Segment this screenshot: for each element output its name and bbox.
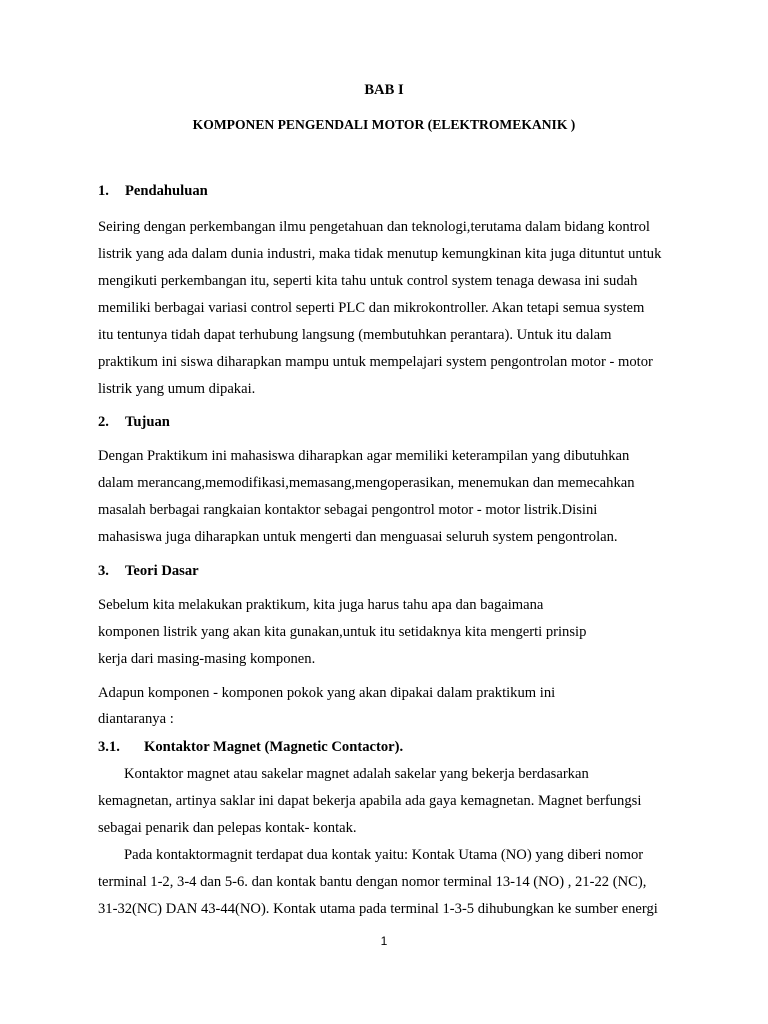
text-line: terminal 1-2, 3-4 dan 5-6. dan kontak bantu dengan nomor terminal 13-14 (NO) , 21-22 (NC),	[98, 874, 647, 890]
text-line: kemagnetan, artinya saklar ini dapat bekerja apabila ada gaya kemagnetan. Magnet berfungsi	[98, 793, 642, 809]
section-heading-tujuan	[98, 414, 170, 431]
paragraph-kontaktor-1	[98, 761, 698, 842]
text-line: Adapun komponen - komponen pokok yang akan dipakai dalam praktikum ini	[98, 685, 556, 701]
section-number: 3.	[98, 563, 109, 579]
section-title: Teori Dasar	[125, 563, 199, 579]
text-line: Pada kontaktormagnit terdapat dua kontak yaitu: Kontak Utama (NO) yang diberi nomor	[124, 847, 644, 863]
text-line: Dengan Praktikum ini mahasiswa diharapkan agar memiliki keterampilan yang dibutuhkan	[98, 448, 630, 464]
text-line: komponen listrik yang akan kita gunakan,untuk itu setidaknya kita mengerti prinsip	[98, 624, 587, 640]
text-line: Seiring dengan perkembangan ilmu pengetahuan dan teknologi,terutama dalam bidang kontrol	[98, 219, 650, 235]
paragraph-teori-dasar	[98, 594, 698, 670]
paragraph-pendahuluan	[98, 214, 698, 403]
paragraph-tujuan	[98, 443, 698, 551]
paragraph-kontaktor-2	[98, 842, 698, 923]
section-heading-pendahuluan	[98, 183, 208, 200]
chapter-title: BAB I	[364, 82, 404, 98]
text-line: kerja dari masing-masing komponen.	[98, 651, 316, 667]
text-line: listrik yang umum dipakai.	[98, 381, 256, 397]
text-line: listrik yang ada dalam dunia industri, maka tidak menutup kemungkinan kita juga dituntut untuk	[98, 246, 662, 262]
text-line: Kontaktor magnet atau sakelar magnet adalah sakelar yang bekerja berdasarkan	[124, 766, 589, 782]
text-line: 31-32(NC) DAN 43-44(NO). Kontak utama pada terminal 1-3-5 dihubungkan ke sumber energi	[98, 901, 658, 917]
section-title: Pendahuluan	[125, 183, 208, 199]
section-number: 2.	[98, 414, 109, 430]
section-heading-teori-dasar	[98, 563, 199, 580]
text-line: Sebelum kita melakukan praktikum, kita juga harus tahu apa dan bagaimana	[98, 597, 544, 613]
text-line: mahasiswa juga diharapkan untuk mengerti dan menguasai seluruh system pengontrolan.	[98, 529, 618, 545]
text-line: sebagai penarik dan pelepas kontak- kontak.	[98, 820, 357, 836]
section-number: 1.	[98, 183, 109, 199]
text-line: dalam merancang,memodifikasi,memasang,mengoperasikan, menemukan dan memecahkan	[98, 475, 635, 491]
section-title: Tujuan	[125, 414, 170, 430]
subsection-heading-kontaktor	[98, 739, 403, 756]
text-line: diantaranya :	[98, 711, 174, 727]
text-line: mengikuti perkembangan itu, seperti kita tahu untuk control system tenaga dewasa ini sudah	[98, 273, 638, 289]
text-line: memiliki berbagai variasi control seperti PLC dan mikrokontroller. Akan tetapi semua system	[98, 300, 645, 316]
subsection-number: 3.1.	[98, 739, 120, 755]
text-line: praktikum ini siswa diharapkan mampu untuk mempelajari system pengontrolan motor - motor	[98, 354, 653, 370]
page-number: 1	[380, 934, 388, 948]
paragraph-komponen	[98, 682, 698, 730]
subsection-title: Kontaktor Magnet (Magnetic Contactor).	[144, 739, 404, 755]
chapter-subtitle: KOMPONEN PENGENDALI MOTOR (ELEKTROMEKANIK )	[192, 117, 576, 132]
text-line: itu tentunya tidah dapat terhubung langsung (membutuhkan perantara). Untuk itu dalam	[98, 327, 612, 343]
text-line: masalah berbagai rangkaian kontaktor sebagai pengontrol motor - motor listrik.Disini	[98, 502, 598, 518]
